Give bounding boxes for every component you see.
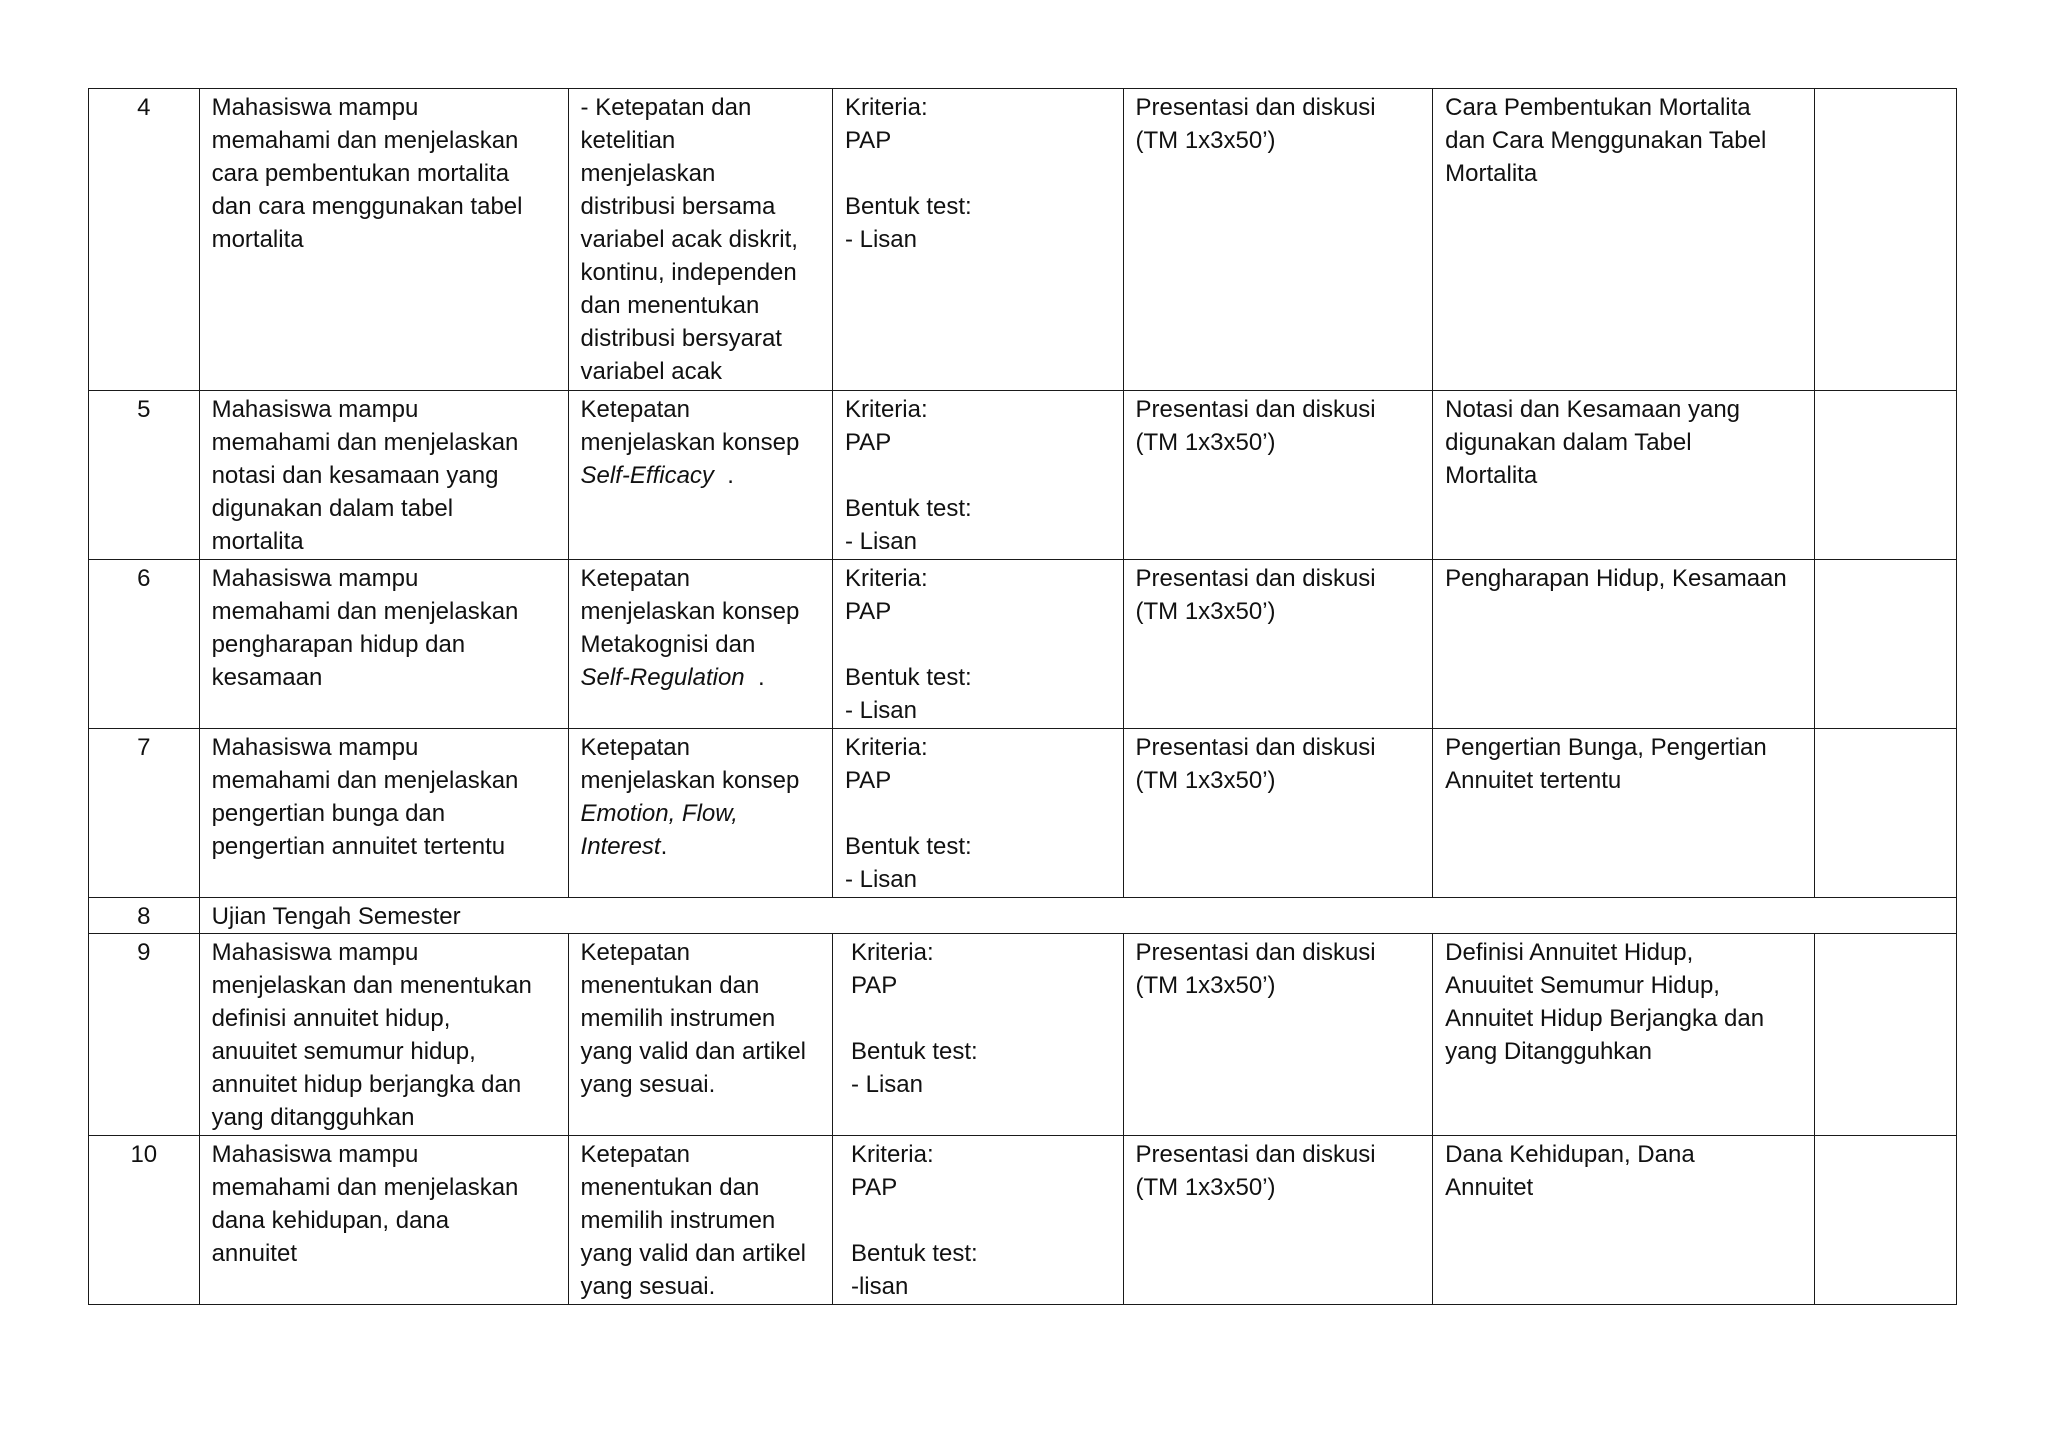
week-number: 6 bbox=[89, 560, 200, 729]
learning-outcome: Mahasiswa mampu menjelaskan dan menentukan definisi annuitet hidup, anuuitet semumur hidup, annuitet hidup berjangka dan yang ditangguhkan bbox=[199, 934, 568, 1136]
table-row bbox=[89, 898, 1957, 934]
weight-cell bbox=[1815, 934, 1957, 1136]
learning-method: Presentasi dan diskusi (TM 1x3x50’) bbox=[1123, 89, 1433, 391]
midterm-exam-label: Ujian Tengah Semester bbox=[199, 898, 1956, 934]
assessment-criteria: Kriteria: PAP Bentuk test: - Lisan bbox=[832, 391, 1123, 560]
learning-method: Presentasi dan diskusi (TM 1x3x50’) bbox=[1123, 934, 1433, 1136]
week-number: 8 bbox=[89, 898, 200, 934]
table-row bbox=[89, 89, 1957, 391]
weight-cell bbox=[1815, 729, 1957, 898]
week-number: 7 bbox=[89, 729, 200, 898]
course-plan-table bbox=[88, 88, 1957, 1305]
indicator: Ketepatan menjelaskan konsep Self-Efficacy . bbox=[568, 391, 832, 560]
assessment-criteria: Kriteria: PAP Bentuk test: - Lisan bbox=[832, 560, 1123, 729]
weight-cell bbox=[1815, 560, 1957, 729]
indicator: Ketepatan menjelaskan konsep Metakognisi dan Self-Regulation . bbox=[568, 560, 832, 729]
assessment-criteria: Kriteria: PAP Bentuk test: - Lisan bbox=[832, 89, 1123, 391]
indicator: Ketepatan menentukan dan memilih instrumen yang valid dan artikel yang sesuai. bbox=[568, 934, 832, 1136]
table-row bbox=[89, 934, 1957, 1136]
table-row bbox=[89, 391, 1957, 560]
week-number: 4 bbox=[89, 89, 200, 391]
assessment-criteria: Kriteria: PAP Bentuk test: - Lisan bbox=[832, 934, 1123, 1136]
week-number: 5 bbox=[89, 391, 200, 560]
learning-outcome: Mahasiswa mampu memahami dan menjelaskan cara pembentukan mortalita dan cara menggunakan tabel mortalita bbox=[199, 89, 568, 391]
weight-cell bbox=[1815, 89, 1957, 391]
learning-material: Pengertian Bunga, Pengertian Annuitet tertentu bbox=[1433, 729, 1815, 898]
week-number: 10 bbox=[89, 1136, 200, 1305]
learning-material: Dana Kehidupan, Dana Annuitet bbox=[1433, 1136, 1815, 1305]
learning-material: Notasi dan Kesamaan yang digunakan dalam Tabel Mortalita bbox=[1433, 391, 1815, 560]
indicator: Ketepatan menjelaskan konsep Emotion, Flow, Interest. bbox=[568, 729, 832, 898]
indicator: Ketepatan menentukan dan memilih instrumen yang valid dan artikel yang sesuai. bbox=[568, 1136, 832, 1305]
learning-outcome: Mahasiswa mampu memahami dan menjelaskan dana kehidupan, dana annuitet bbox=[199, 1136, 568, 1305]
learning-method: Presentasi dan diskusi (TM 1x3x50’) bbox=[1123, 391, 1433, 560]
learning-outcome: Mahasiswa mampu memahami dan menjelaskan notasi dan kesamaan yang digunakan dalam tabel mortalita bbox=[199, 391, 568, 560]
week-number: 9 bbox=[89, 934, 200, 1136]
indicator: - Ketepatan dan ketelitian menjelaskan distribusi bersama variabel acak diskrit, kontinu, independen dan menentukan distribusi bersyarat variabel acak bbox=[568, 89, 832, 391]
learning-method: Presentasi dan diskusi (TM 1x3x50’) bbox=[1123, 560, 1433, 729]
assessment-criteria: Kriteria: PAP Bentuk test: -lisan bbox=[832, 1136, 1123, 1305]
table-row bbox=[89, 1136, 1957, 1305]
learning-method: Presentasi dan diskusi (TM 1x3x50’) bbox=[1123, 1136, 1433, 1305]
weight-cell bbox=[1815, 1136, 1957, 1305]
weight-cell bbox=[1815, 391, 1957, 560]
assessment-criteria: Kriteria: PAP Bentuk test: - Lisan bbox=[832, 729, 1123, 898]
learning-material: Definisi Annuitet Hidup, Anuuitet Semumur Hidup, Annuitet Hidup Berjangka dan yang Ditangguhkan bbox=[1433, 934, 1815, 1136]
learning-material: Pengharapan Hidup, Kesamaan bbox=[1433, 560, 1815, 729]
table-row bbox=[89, 729, 1957, 898]
table-row bbox=[89, 560, 1957, 729]
learning-method: Presentasi dan diskusi (TM 1x3x50’) bbox=[1123, 729, 1433, 898]
learning-outcome: Mahasiswa mampu memahami dan menjelaskan pengharapan hidup dan kesamaan bbox=[199, 560, 568, 729]
learning-material: Cara Pembentukan Mortalita dan Cara Menggunakan Tabel Mortalita bbox=[1433, 89, 1815, 391]
learning-outcome: Mahasiswa mampu memahami dan menjelaskan pengertian bunga dan pengertian annuitet tertentu bbox=[199, 729, 568, 898]
